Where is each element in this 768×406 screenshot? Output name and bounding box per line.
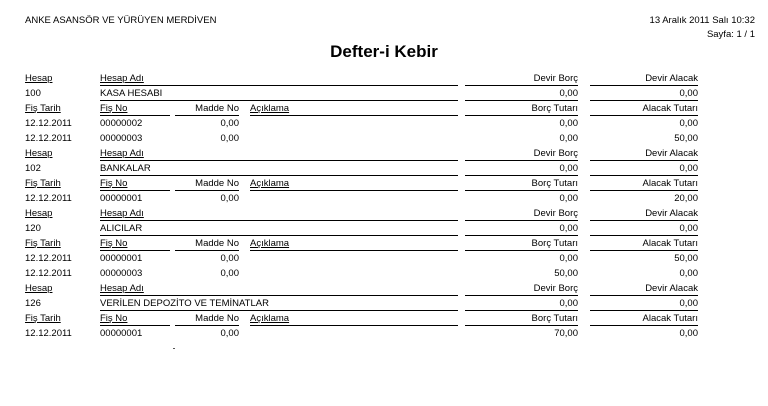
borc-tutari-underline	[465, 325, 578, 326]
row-date: 12.12.2011	[25, 268, 72, 279]
fis-tarih-label: Fiş Tarih	[25, 103, 61, 114]
hesap-adi-underline	[100, 220, 458, 221]
row-madde-no: 0,00	[220, 253, 239, 264]
row-madde-no: 0,00	[220, 328, 239, 339]
devir-alacak-underline	[590, 220, 698, 221]
row-date: 12.12.2011	[25, 133, 72, 144]
report-title: Defter-i Kebir	[330, 42, 438, 61]
row-borc: 70,00	[554, 328, 578, 339]
hesap-adi-underline	[100, 85, 458, 86]
page-number: Sayfa: 1 / 1	[706, 29, 755, 40]
row-madde-no: 0,00	[220, 268, 239, 279]
hesap-adi-underline	[100, 160, 458, 161]
devir-borc-underline	[465, 85, 578, 86]
account-name-underline	[100, 175, 458, 176]
row-madde-no: 0,00	[220, 133, 239, 144]
devir-alacak-value-underline	[590, 100, 698, 101]
aciklama-underline	[250, 115, 458, 116]
devir-alacak-value: 0,00	[679, 223, 698, 234]
devir-alacak-value-underline	[590, 175, 698, 176]
row-fis-no: 00000001	[100, 253, 143, 264]
row-borc: 50,00	[554, 268, 578, 279]
fis-no-underline	[100, 190, 170, 191]
borc-tutari-underline	[465, 115, 578, 116]
devir-alacak-label: Devir Alacak	[645, 73, 698, 84]
aciklama-underline	[250, 325, 458, 326]
devir-borc-label: Devir Borç	[533, 73, 578, 84]
aciklama-label: Açıklama	[250, 313, 290, 324]
alacak-tutari-underline	[590, 250, 698, 251]
fis-no-label: Fiş No	[100, 103, 128, 114]
hesap-adi-label: Hesap Adı	[100, 73, 144, 84]
devir-borc-label: Devir Borç	[533, 283, 578, 294]
hesap-adi-label: Hesap Adı	[100, 283, 144, 294]
devir-borc-value-underline	[465, 310, 578, 311]
row-fis-no: 00000002	[100, 118, 143, 129]
account-code: 126	[25, 298, 41, 309]
borc-tutari-label: Borç Tutarı	[531, 313, 578, 324]
alacak-tutari-label: Alacak Tutarı	[642, 313, 698, 324]
hesap-adi-underline	[100, 295, 458, 296]
devir-alacak-underline	[590, 160, 698, 161]
madde-no-label: Madde No	[195, 238, 239, 249]
hesap-adi-label: Hesap Adı	[100, 208, 144, 219]
row-madde-no: 0,00	[220, 118, 239, 129]
account-name: BANKALAR	[100, 163, 151, 174]
aciklama-label: Açıklama	[250, 178, 290, 189]
aciklama-underline	[250, 190, 458, 191]
devir-alacak-value-underline	[590, 310, 698, 311]
devir-borc-value: 0,00	[559, 163, 578, 174]
account-name: VERİLEN DEPOZİTO VE TEMİNATLAR	[100, 298, 269, 309]
hesap-label: Hesap	[25, 148, 53, 159]
account-code: 100	[25, 88, 41, 99]
report-datetime: 13 Aralık 2011 Salı 10:32	[649, 15, 755, 26]
hesap-label: Hesap	[25, 208, 53, 219]
alacak-tutari-label: Alacak Tutarı	[642, 103, 698, 114]
fis-no-label: Fiş No	[100, 313, 128, 324]
account-code: 102	[25, 163, 41, 174]
fis-tarih-label: Fiş Tarih	[25, 238, 61, 249]
row-alacak: 0,00	[679, 328, 698, 339]
borc-tutari-label: Borç Tutarı	[531, 238, 578, 249]
devir-alacak-underline	[590, 85, 698, 86]
devir-borc-label: Devir Borç	[533, 148, 578, 159]
devir-alacak-label: Devir Alacak	[645, 148, 698, 159]
borc-tutari-label: Borç Tutarı	[531, 178, 578, 189]
devir-alacak-underline	[590, 295, 698, 296]
borc-tutari-label: Borç Tutarı	[531, 103, 578, 114]
borc-tutari-underline	[465, 250, 578, 251]
row-date: 12.12.2011	[25, 193, 72, 204]
borc-tutari-underline	[465, 190, 578, 191]
alacak-tutari-label: Alacak Tutarı	[642, 238, 698, 249]
company-name: ANKE ASANSÖR VE YÜRÜYEN MERDİVEN	[25, 15, 217, 26]
row-borc: 0,00	[559, 193, 578, 204]
stray-mark	[173, 348, 175, 349]
hesap-label: Hesap	[25, 73, 53, 84]
row-fis-no: 00000003	[100, 133, 143, 144]
fis-tarih-label: Fiş Tarih	[25, 313, 61, 324]
row-borc: 0,00	[559, 133, 578, 144]
hesap-adi-label: Hesap Adı	[100, 148, 144, 159]
devir-borc-value-underline	[465, 100, 578, 101]
madde-no-underline	[175, 115, 239, 116]
madde-no-label: Madde No	[195, 178, 239, 189]
devir-borc-underline	[465, 160, 578, 161]
alacak-tutari-underline	[590, 190, 698, 191]
alacak-tutari-underline	[590, 325, 698, 326]
row-fis-no: 00000001	[100, 328, 143, 339]
row-borc: 0,00	[559, 253, 578, 264]
hesap-label: Hesap	[25, 283, 53, 294]
devir-alacak-value-underline	[590, 235, 698, 236]
account-name-underline	[100, 100, 458, 101]
row-date: 12.12.2011	[25, 253, 72, 264]
aciklama-underline	[250, 250, 458, 251]
devir-alacak-value: 0,00	[679, 163, 698, 174]
devir-borc-value: 0,00	[559, 88, 578, 99]
fis-tarih-label: Fiş Tarih	[25, 178, 61, 189]
devir-borc-label: Devir Borç	[533, 208, 578, 219]
devir-borc-value-underline	[465, 175, 578, 176]
row-date: 12.12.2011	[25, 328, 72, 339]
devir-borc-underline	[465, 220, 578, 221]
devir-borc-underline	[465, 295, 578, 296]
devir-borc-value: 0,00	[559, 223, 578, 234]
account-name: ALICILAR	[100, 223, 143, 234]
devir-alacak-label: Devir Alacak	[645, 208, 698, 219]
row-fis-no: 00000001	[100, 193, 143, 204]
row-alacak: 0,00	[679, 118, 698, 129]
account-name: KASA HESABI	[100, 88, 163, 99]
fis-no-underline	[100, 115, 170, 116]
account-name-underline	[100, 235, 458, 236]
fis-no-underline	[100, 250, 170, 251]
devir-borc-value-underline	[465, 235, 578, 236]
fis-no-label: Fiş No	[100, 178, 128, 189]
fis-no-underline	[100, 325, 170, 326]
aciklama-label: Açıklama	[250, 238, 290, 249]
madde-no-label: Madde No	[195, 313, 239, 324]
devir-alacak-value: 0,00	[679, 88, 698, 99]
madde-no-underline	[175, 325, 239, 326]
row-alacak: 0,00	[679, 268, 698, 279]
devir-borc-value: 0,00	[559, 298, 578, 309]
madde-no-label: Madde No	[195, 103, 239, 114]
account-code: 120	[25, 223, 41, 234]
alacak-tutari-underline	[590, 115, 698, 116]
account-name-underline	[100, 310, 458, 311]
row-borc: 0,00	[559, 118, 578, 129]
row-fis-no: 00000003	[100, 268, 143, 279]
madde-no-underline	[175, 190, 239, 191]
row-alacak: 50,00	[674, 253, 698, 264]
devir-alacak-label: Devir Alacak	[645, 283, 698, 294]
alacak-tutari-label: Alacak Tutarı	[642, 178, 698, 189]
fis-no-label: Fiş No	[100, 238, 128, 249]
row-alacak: 20,00	[674, 193, 698, 204]
madde-no-underline	[175, 250, 239, 251]
aciklama-label: Açıklama	[250, 103, 290, 114]
row-madde-no: 0,00	[220, 193, 239, 204]
row-alacak: 50,00	[674, 133, 698, 144]
devir-alacak-value: 0,00	[679, 298, 698, 309]
row-date: 12.12.2011	[25, 118, 72, 129]
